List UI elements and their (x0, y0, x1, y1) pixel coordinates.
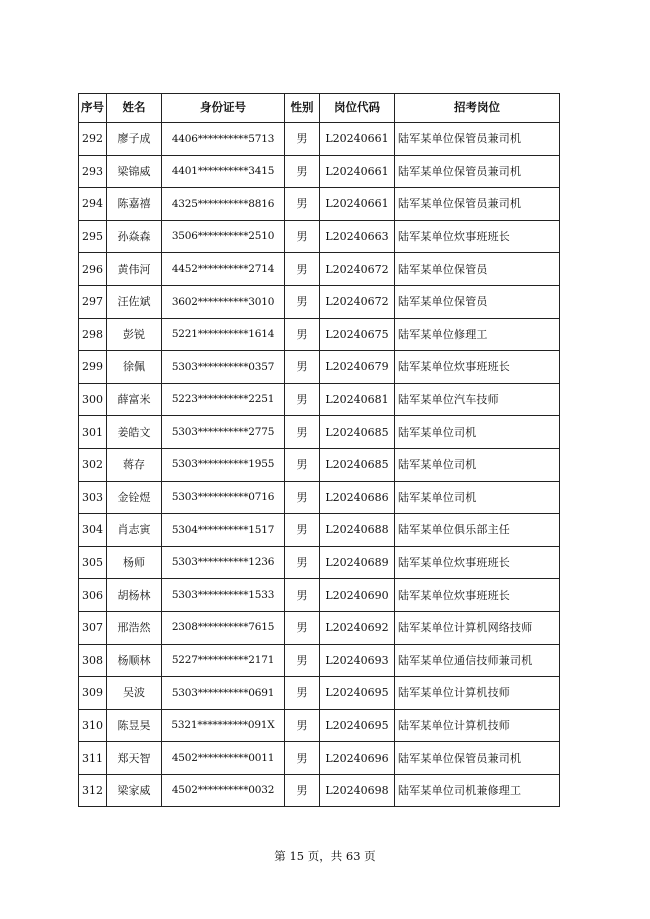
table-row (79, 742, 560, 775)
cell-post-title: 陆军某单位汽车技师 (395, 383, 560, 416)
cell-name: 梁锦威 (107, 155, 162, 188)
cell-post-title: 陆军某单位保管员兼司机 (395, 742, 560, 775)
cell-name: 杨顺林 (107, 644, 162, 677)
cell-index: 307 (79, 611, 107, 644)
cell-gender: 男 (285, 155, 320, 188)
cell-index: 305 (79, 546, 107, 579)
cell-id-number: 4502**********0032 (162, 774, 285, 807)
header-post-code: 岗位代码 (320, 94, 395, 123)
cell-gender: 男 (285, 188, 320, 221)
table-header (79, 94, 560, 123)
cell-gender: 男 (285, 253, 320, 286)
cell-post-title: 陆军某单位炊事班班长 (395, 579, 560, 612)
cell-post-title: 陆军某单位保管员兼司机 (395, 188, 560, 221)
cell-post-title: 陆军某单位计算机网络技师 (395, 611, 560, 644)
cell-name: 杨师 (107, 546, 162, 579)
cell-post-code: L20240689 (320, 546, 395, 579)
cell-post-code: L20240672 (320, 285, 395, 318)
cell-name: 廖子成 (107, 123, 162, 156)
cell-gender: 男 (285, 481, 320, 514)
table-row (79, 644, 560, 677)
cell-name: 郑天智 (107, 742, 162, 775)
cell-name: 汪佐斌 (107, 285, 162, 318)
cell-index: 293 (79, 155, 107, 188)
cell-id-number: 5303**********2775 (162, 416, 285, 449)
cell-gender: 男 (285, 514, 320, 547)
cell-post-code: L20240685 (320, 416, 395, 449)
cell-name: 薛富米 (107, 383, 162, 416)
cell-name: 徐佩 (107, 351, 162, 384)
cell-gender: 男 (285, 709, 320, 742)
cell-index: 292 (79, 123, 107, 156)
cell-id-number: 4406**********5713 (162, 123, 285, 156)
cell-post-code: L20240693 (320, 644, 395, 677)
cell-post-code: L20240698 (320, 774, 395, 807)
table-row (79, 253, 560, 286)
cell-index: 298 (79, 318, 107, 351)
cell-index: 304 (79, 514, 107, 547)
cell-id-number: 4452**********2714 (162, 253, 285, 286)
cell-gender: 男 (285, 416, 320, 449)
table-row (79, 285, 560, 318)
cell-index: 297 (79, 285, 107, 318)
cell-id-number: 4502**********0011 (162, 742, 285, 775)
cell-index: 294 (79, 188, 107, 221)
cell-post-title: 陆军某单位司机 (395, 448, 560, 481)
cell-post-title: 陆军某单位司机 (395, 416, 560, 449)
cell-gender: 男 (285, 677, 320, 710)
cell-post-code: L20240661 (320, 188, 395, 221)
cell-post-title: 陆军某单位保管员 (395, 253, 560, 286)
table-row (79, 416, 560, 449)
header-name: 姓名 (107, 94, 162, 123)
cell-id-number: 3602**********3010 (162, 285, 285, 318)
cell-name: 孙焱森 (107, 220, 162, 253)
header-post-title: 招考岗位 (395, 94, 560, 123)
header-id-number: 身份证号 (162, 94, 285, 123)
table-row (79, 514, 560, 547)
cell-post-code: L20240672 (320, 253, 395, 286)
page-number: 第 15 页，共 63 页 (274, 849, 376, 863)
cell-post-title: 陆军某单位计算机技师 (395, 709, 560, 742)
cell-post-title: 陆军某单位炊事班班长 (395, 351, 560, 384)
table-row (79, 481, 560, 514)
cell-gender: 男 (285, 546, 320, 579)
table-row (79, 579, 560, 612)
cell-id-number: 5223**********2251 (162, 383, 285, 416)
cell-post-code: L20240679 (320, 351, 395, 384)
table-row (79, 351, 560, 384)
cell-index: 306 (79, 579, 107, 612)
table-row (79, 709, 560, 742)
cell-name: 梁家威 (107, 774, 162, 807)
cell-id-number: 3506**********2510 (162, 220, 285, 253)
table-row (79, 611, 560, 644)
cell-index: 312 (79, 774, 107, 807)
cell-id-number: 5303**********1955 (162, 448, 285, 481)
cell-gender: 男 (285, 644, 320, 677)
cell-gender: 男 (285, 318, 320, 351)
cell-index: 300 (79, 383, 107, 416)
table-row (79, 448, 560, 481)
cell-post-code: L20240690 (320, 579, 395, 612)
cell-gender: 男 (285, 611, 320, 644)
cell-post-code: L20240688 (320, 514, 395, 547)
cell-post-title: 陆军某单位炊事班班长 (395, 220, 560, 253)
roster-table (78, 93, 560, 807)
cell-gender: 男 (285, 579, 320, 612)
table-row (79, 220, 560, 253)
header-gender: 性别 (285, 94, 320, 123)
cell-post-code: L20240685 (320, 448, 395, 481)
cell-id-number: 5221**********1614 (162, 318, 285, 351)
cell-post-title: 陆军某单位俱乐部主任 (395, 514, 560, 547)
cell-name: 邢浩然 (107, 611, 162, 644)
header-row (79, 94, 560, 123)
cell-index: 308 (79, 644, 107, 677)
cell-id-number: 4325**********8816 (162, 188, 285, 221)
cell-name: 蒋存 (107, 448, 162, 481)
cell-index: 303 (79, 481, 107, 514)
cell-index: 301 (79, 416, 107, 449)
cell-post-code: L20240686 (320, 481, 395, 514)
cell-gender: 男 (285, 774, 320, 807)
header-index: 序号 (79, 94, 107, 123)
cell-gender: 男 (285, 448, 320, 481)
cell-post-code: L20240663 (320, 220, 395, 253)
cell-post-title: 陆军某单位修理工 (395, 318, 560, 351)
cell-post-title: 陆军某单位保管员兼司机 (395, 155, 560, 188)
cell-post-code: L20240695 (320, 709, 395, 742)
cell-index: 302 (79, 448, 107, 481)
cell-post-code: L20240661 (320, 155, 395, 188)
cell-post-title: 陆军某单位司机兼修理工 (395, 774, 560, 807)
cell-name: 陈昱昊 (107, 709, 162, 742)
cell-gender: 男 (285, 742, 320, 775)
cell-id-number: 5303**********0716 (162, 481, 285, 514)
table-row (79, 155, 560, 188)
cell-name: 黄伟河 (107, 253, 162, 286)
cell-index: 310 (79, 709, 107, 742)
cell-post-code: L20240696 (320, 742, 395, 775)
cell-id-number: 5303**********0691 (162, 677, 285, 710)
table-row (79, 123, 560, 156)
cell-name: 金铨煜 (107, 481, 162, 514)
table-body (79, 123, 560, 807)
cell-post-code: L20240675 (320, 318, 395, 351)
table-row (79, 677, 560, 710)
cell-gender: 男 (285, 285, 320, 318)
cell-id-number: 5227**********2171 (162, 644, 285, 677)
cell-id-number: 5303**********1236 (162, 546, 285, 579)
cell-gender: 男 (285, 123, 320, 156)
cell-post-code: L20240695 (320, 677, 395, 710)
cell-name: 胡杨林 (107, 579, 162, 612)
table-row (79, 383, 560, 416)
cell-index: 295 (79, 220, 107, 253)
cell-gender: 男 (285, 383, 320, 416)
cell-id-number: 5303**********1533 (162, 579, 285, 612)
table-row (79, 188, 560, 221)
cell-index: 309 (79, 677, 107, 710)
table-row (79, 318, 560, 351)
cell-gender: 男 (285, 351, 320, 384)
cell-name: 彭锐 (107, 318, 162, 351)
cell-post-title: 陆军某单位炊事班班长 (395, 546, 560, 579)
cell-id-number: 5321**********091X (162, 709, 285, 742)
cell-id-number: 2308**********7615 (162, 611, 285, 644)
cell-id-number: 5303**********0357 (162, 351, 285, 384)
cell-id-number: 5304**********1517 (162, 514, 285, 547)
cell-post-title: 陆军某单位保管员 (395, 285, 560, 318)
cell-name: 姜皓文 (107, 416, 162, 449)
cell-index: 299 (79, 351, 107, 384)
cell-post-title: 陆军某单位保管员兼司机 (395, 123, 560, 156)
cell-gender: 男 (285, 220, 320, 253)
cell-name: 陈嘉禧 (107, 188, 162, 221)
table-row (79, 774, 560, 807)
cell-index: 311 (79, 742, 107, 775)
cell-post-title: 陆军某单位司机 (395, 481, 560, 514)
cell-post-title: 陆军某单位通信技师兼司机 (395, 644, 560, 677)
cell-post-title: 陆军某单位计算机技师 (395, 677, 560, 710)
cell-post-code: L20240661 (320, 123, 395, 156)
cell-post-code: L20240681 (320, 383, 395, 416)
cell-id-number: 4401**********3415 (162, 155, 285, 188)
cell-name: 吴波 (107, 677, 162, 710)
table-row (79, 546, 560, 579)
cell-name: 肖志寅 (107, 514, 162, 547)
cell-post-code: L20240692 (320, 611, 395, 644)
cell-index: 296 (79, 253, 107, 286)
